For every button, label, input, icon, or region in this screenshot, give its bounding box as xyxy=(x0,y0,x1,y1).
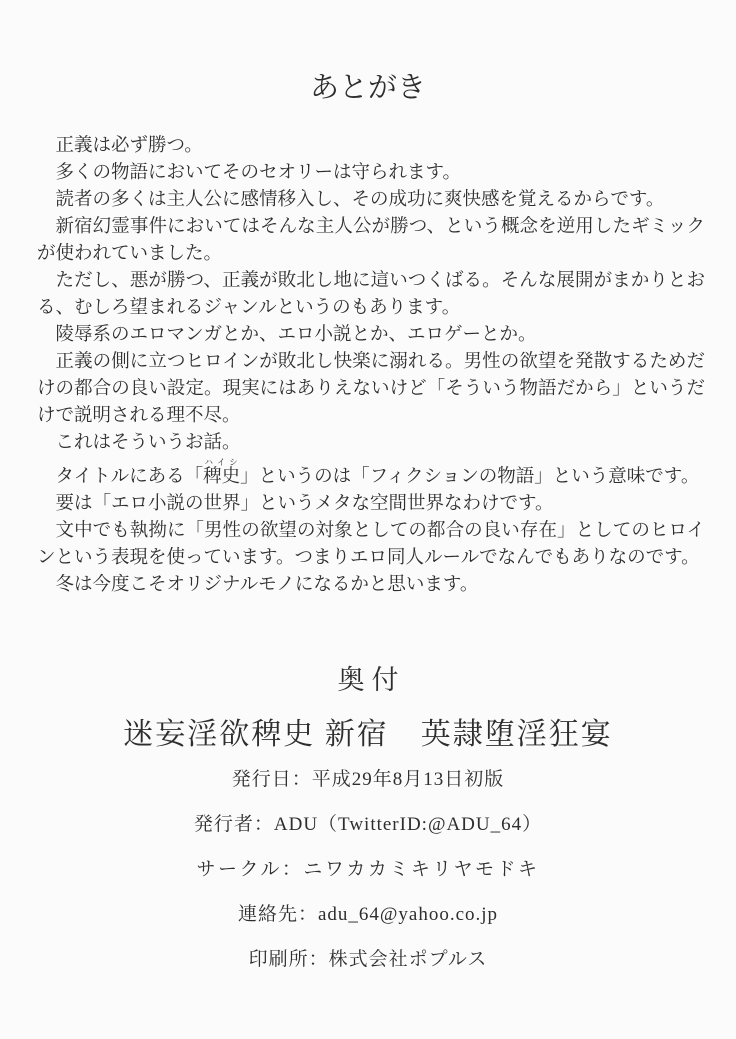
paragraph-12: 冬は今度こそオリジナルモノになるかと思います。 xyxy=(55,575,479,595)
paragraph-10: 要は「エロ小説の世界」というメタな空間世界なわけです。 xyxy=(55,494,554,514)
paragraph-9-before: タイトルにある「 xyxy=(55,467,204,487)
paragraph-9-after: 」というのは「フィクションの物語」という意味です。 xyxy=(240,467,700,487)
colophon-entry-publisher: 発行者：ADU（TwitterID:@ADU_64） xyxy=(193,814,543,835)
paragraph-4: 新宿幻霊事件においてはそんな主人公が勝つ、という概念を逆用したギミックが使われていました。 xyxy=(37,217,705,264)
colophon-entry-printer: 印刷所：株式会社ポプルス xyxy=(248,949,488,970)
haishi-ruby-base: 稗史 xyxy=(203,467,241,487)
afterword-title: あとがき xyxy=(309,72,426,104)
colophon-entries xyxy=(0,769,736,971)
paragraph-8: これはそういうお話。 xyxy=(55,433,241,453)
paragraph-7: 正義の側に立つヒロインが敗北し快楽に溺れる。男性の欲望を発散するためだけの都合の良い設定。現実にはありえないけど「そういう物語だから」というだけで説明される理不尽。 xyxy=(37,352,705,426)
haishi-ruby xyxy=(203,457,241,487)
paragraph-3: 読者の多くは主人公に感情移入し、その成功に爽快感を覚えるからです。 xyxy=(55,190,665,210)
paragraph-11: 文中でも執拗に「男性の欲望の対象としての都合の良い存在」としてのヒロインという表現を使っています。つまりエロ同人ルールでなんでもありなのです。 xyxy=(37,521,705,568)
paragraph-5: ただし、悪が勝つ、正義が敗北し地に這いつくばる。そんな展開がまかりとおる、むしろ望まれるジャンルというのもあります。 xyxy=(37,271,705,318)
colophon-entry-publish-date: 発行日：平成29年8月13日初版 xyxy=(231,769,505,790)
colophon-entry-contact: 連絡先：adu_64@yahoo.co.jp xyxy=(237,904,499,925)
paragraph-6: 陵辱系のエロマンガとか、エロ小説とか、エロゲーとか。 xyxy=(55,325,537,345)
paragraph-9 xyxy=(37,457,705,491)
haishi-furigana: ハイシ xyxy=(203,457,241,467)
afterword-body xyxy=(0,133,736,599)
paragraph-1: 正義は必ず勝つ。 xyxy=(55,136,203,156)
colophon-entry-circle: サークル：ニワカカミキリヤモドキ xyxy=(196,859,540,880)
work-title: 迷妄淫欲稗史 新宿 英隷堕淫狂宴 xyxy=(123,718,613,751)
paragraph-2: 多くの物語においてそのセオリーは守られます。 xyxy=(55,163,462,183)
colophon-title: 奥付 xyxy=(337,665,406,695)
